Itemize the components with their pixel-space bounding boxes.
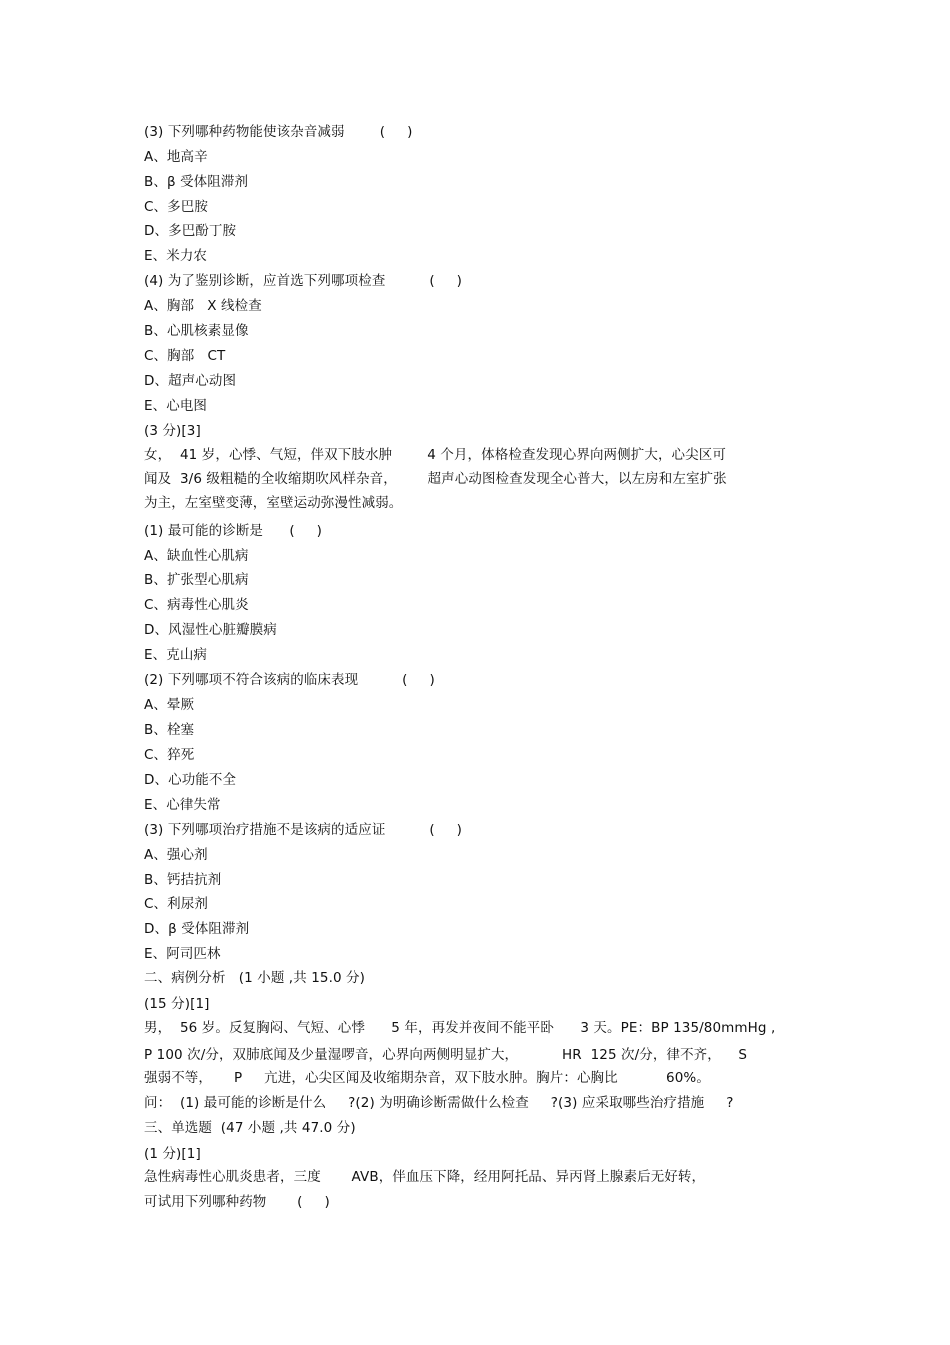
option-d: D、超声心动图 [144, 373, 237, 389]
case-stem-line-1: 女， 41 岁，心悸、气短，伴双下肢水肿 4 个月，体格检查发现心界向两侧扩大，心尖区可 [144, 447, 726, 463]
option-a: A、晕厥 [144, 697, 195, 713]
option-a: A、胸部 X 线检查 [144, 298, 262, 314]
q3-treatment-indication: (3) 下列哪项治疗措施不是该病的适应证 ( ) [144, 822, 463, 838]
single-choice-stem-line-2: 可试用下列哪种药物 ( ) [144, 1194, 330, 1210]
option-b: B、钙拮抗剂 [144, 872, 222, 888]
single-choice-stem-line-1: 急性病毒性心肌炎患者，三度 AVB，伴血压下降，经用阿托品、异丙肾上腺素后无好转， [144, 1169, 706, 1185]
question-score-header: (1 分)[1] [144, 1146, 201, 1162]
q2-clinical-features: (2) 下列哪项不符合该病的临床表现 ( ) [144, 672, 435, 688]
case-stem-line-2: 闻及 3/6 级粗糙的全收缩期吹风样杂音， 超声心动图检查发现全心普大，以左房和左室扩张 [144, 471, 727, 487]
option-d: D、β 受体阻滞剂 [144, 921, 250, 937]
option-d: D、风湿性心脏瓣膜病 [144, 622, 277, 638]
option-b: B、栓塞 [144, 722, 195, 738]
q1-likely-diagnosis: (1) 最可能的诊断是 ( ) [144, 523, 323, 539]
option-a: A、强心剂 [144, 847, 208, 863]
option-e: E、阿司匹林 [144, 946, 221, 962]
option-c: C、猝死 [144, 747, 195, 763]
option-c: C、利尿剂 [144, 896, 208, 912]
section-single-choice-heading: 三、单选题 (47 小题 ,共 47.0 分) [144, 1120, 356, 1136]
section-case-analysis-heading: 二、病例分析 (1 小题 ,共 15.0 分) [144, 970, 366, 986]
option-e: E、克山病 [144, 647, 208, 663]
option-e: E、心律失常 [144, 797, 221, 813]
option-c: C、胸部 CT [144, 348, 226, 364]
case-analysis-line-2: P 100 次/分，双肺底闻及少量湿啰音，心界向两侧明显扩大， HR 125 次/分，律不齐， S [144, 1047, 748, 1063]
option-b: B、β 受体阻滞剂 [144, 174, 249, 190]
option-e: E、米力农 [144, 248, 208, 264]
option-b: B、心肌核素显像 [144, 323, 249, 339]
option-d: D、多巴酚丁胺 [144, 223, 237, 239]
option-a: A、地高辛 [144, 149, 208, 165]
option-a: A、缺血性心肌病 [144, 548, 249, 564]
option-c: C、病毒性心肌炎 [144, 597, 249, 613]
option-e: E、心电图 [144, 398, 208, 414]
q3-drug-murmur: (3) 下列哪种药物能使该杂音减弱 ( ) [144, 124, 413, 140]
option-b: B、扩张型心肌病 [144, 572, 249, 588]
option-d: D、心功能不全 [144, 772, 237, 788]
question-score-header: (3 分)[3] [144, 423, 201, 439]
case-analysis-line-1: 男， 56 岁。反复胸闷、气短、心悸 5 年，再发并夜间不能平卧 3 天。PE：BP 135/80mmHg , [144, 1020, 776, 1036]
q4-differential-exam: (4) 为了鉴别诊断，应首选下列哪项检查 ( ) [144, 273, 463, 289]
case-analysis-questions: 问： (1) 最可能的诊断是什么 ?(2) 为明确诊断需做什么检查 ?(3) 应采取哪些治疗措施 ? [144, 1095, 734, 1111]
case-stem-line-3: 为主，左室壁变薄，室壁运动弥漫性减弱。 [144, 495, 403, 511]
option-c: C、多巴胺 [144, 199, 208, 215]
question-score-header: (15 分)[1] [144, 996, 210, 1012]
case-analysis-line-3: 强弱不等， P 亢进，心尖区闻及收缩期杂音，双下肢水肿。胸片：心胸比 60%。 [144, 1070, 710, 1086]
